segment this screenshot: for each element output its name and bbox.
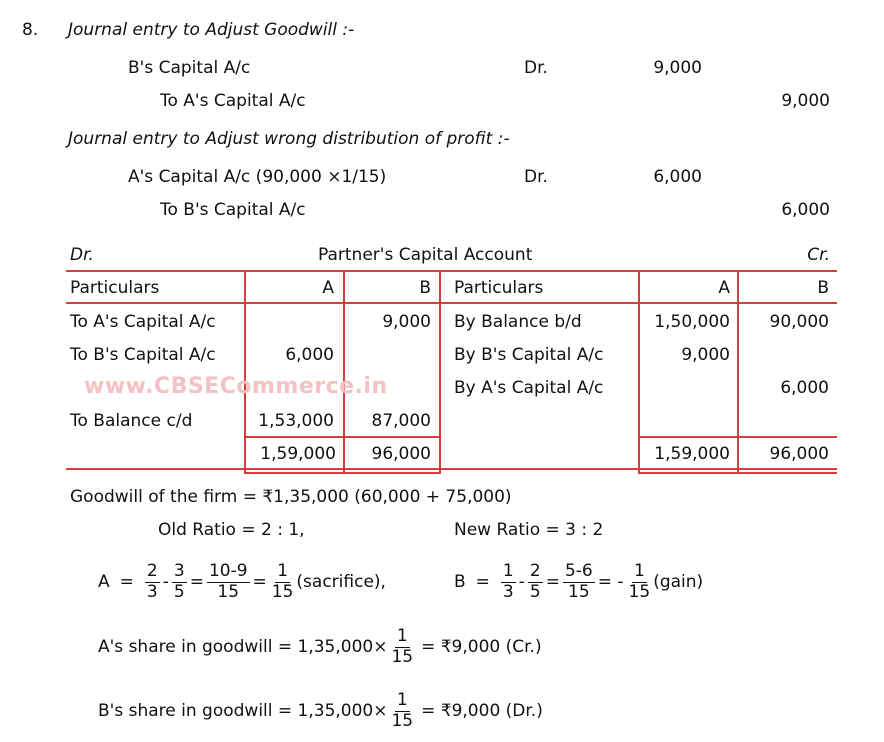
journal2-credit-account: To B's Capital A/c — [160, 200, 306, 220]
a-calc-eq3: = — [252, 572, 267, 592]
new-ratio: New Ratio = 3 : 2 — [454, 520, 604, 540]
a-calc-eq: = — [119, 572, 134, 592]
question-number: 8. — [22, 20, 39, 40]
journal1-credit-account: To A's Capital A/c — [160, 91, 306, 111]
a-calc-minus: - — [162, 572, 169, 592]
journal1-dr: Dr. — [524, 58, 548, 78]
ledger-debit-total-a: 1,59,000 — [260, 444, 336, 464]
a-calc-label: A — [98, 572, 110, 592]
a-share-result: = ₹9,000 (Cr.) — [421, 637, 542, 657]
b-calc-eq2: = — [545, 572, 560, 592]
b-calc-eq3: = - — [597, 572, 624, 592]
ledger-header-a-dr: A — [322, 278, 334, 298]
a-calc-result: (sacrifice), — [296, 572, 386, 592]
ledger-debit-total-b: 96,000 — [371, 444, 431, 464]
ledger-header-rule — [66, 302, 837, 304]
journal2-credit-amount: 6,000 — [781, 200, 830, 220]
ledger-credit-row-2-a: 9,000 — [681, 345, 730, 365]
a-share-text: A's share in goodwill = 1,35,000× — [98, 637, 388, 657]
a-calculation — [98, 556, 386, 608]
b-calc-label: B — [454, 572, 466, 592]
ledger-credit-row-3-particulars: By A's Capital A/c — [454, 378, 604, 398]
b-share-text: B's share in goodwill = 1,35,000× — [98, 701, 388, 721]
ledger-top-rule — [66, 270, 837, 272]
watermark: www.CBSECommerce.in — [84, 374, 388, 399]
b-frac-3: $\frac{5-6}{15}$ — [564, 560, 593, 602]
ledger-credit-row-3-b: 6,000 — [780, 378, 829, 398]
ledger-header-particulars-dr: Particulars — [70, 278, 160, 298]
ledger-debit-row-2-a: 6,000 — [285, 345, 334, 365]
journal1-debit-amount: 9,000 — [653, 58, 702, 78]
ledger-credit-row-2-particulars: By B's Capital A/c — [454, 345, 604, 365]
ledger-header-b-dr: B — [419, 278, 431, 298]
journal2-heading: Journal entry to Adjust wrong distribution of profit :- — [68, 129, 510, 149]
b-frac-1: $\frac{1}{3}$ — [502, 560, 514, 602]
b-share-line — [98, 686, 543, 736]
b-calc-eq: = — [475, 572, 490, 592]
ledger-credit-total-a: 1,59,000 — [654, 444, 730, 464]
ledger-dr-label: Dr. — [70, 245, 94, 265]
b-calc-result: (gain) — [653, 572, 704, 592]
a-frac-4: $\frac{1}{15}$ — [271, 560, 294, 602]
b-share-result: = ₹9,000 (Dr.) — [421, 701, 543, 721]
ledger-header-particulars-cr: Particulars — [454, 278, 544, 298]
a-share-frac: $\frac{1}{15}$ — [391, 625, 414, 667]
a-calc-eq2: = — [189, 572, 204, 592]
ledger-debit-row-1-particulars: To A's Capital A/c — [70, 312, 216, 332]
b-share-frac: $\frac{1}{15}$ — [391, 689, 414, 731]
ledger-title: Partner's Capital Account — [318, 245, 533, 265]
journal1-debit-account: B's Capital A/c — [128, 58, 251, 78]
b-calculation — [454, 556, 703, 608]
ledger-debit-row-3-a: 1,53,000 — [258, 411, 334, 431]
a-frac-2: $\frac{3}{5}$ — [173, 560, 185, 602]
b-frac-4: $\frac{1}{15}$ — [628, 560, 651, 602]
a-frac-3: $\frac{10-9}{15}$ — [208, 560, 248, 602]
b-frac-2: $\frac{2}{5}$ — [529, 560, 541, 602]
ledger-debit-row-2-particulars: To B's Capital A/c — [70, 345, 216, 365]
ledger-credit-row-1-particulars: By Balance b/d — [454, 312, 582, 332]
partners-capital-account-table — [66, 270, 837, 474]
ledger-credit-row-1-b: 90,000 — [769, 312, 829, 332]
journal1-credit-amount: 9,000 — [781, 91, 830, 111]
journal2-debit-amount: 6,000 — [653, 167, 702, 187]
ledger-header-a-cr: A — [718, 278, 730, 298]
ledger-debit-row-1-b: 9,000 — [382, 312, 431, 332]
ledger-credit-total-b: 96,000 — [769, 444, 829, 464]
goodwill-line: Goodwill of the firm = ₹1,35,000 (60,000 + 75,000) — [70, 487, 512, 507]
b-calc-minus: - — [518, 572, 525, 592]
journal2-debit-account: A's Capital A/c (90,000 ×1/15) — [128, 167, 387, 187]
old-ratio: Old Ratio = 2 : 1, — [158, 520, 305, 540]
ledger-bottom-rule-1 — [66, 468, 837, 470]
a-share-line — [98, 622, 542, 672]
journal2-dr: Dr. — [524, 167, 548, 187]
ledger-debit-row-3-b: 87,000 — [371, 411, 431, 431]
ledger-header-b-cr: B — [817, 278, 829, 298]
ledger-vline-3 — [439, 270, 441, 474]
ledger-cr-label: Cr. — [807, 245, 830, 265]
ledger-debit-row-3-particulars: To Balance c/d — [70, 411, 193, 431]
journal1-heading: Journal entry to Adjust Goodwill :- — [68, 20, 355, 40]
ledger-credit-row-1-a: 1,50,000 — [654, 312, 730, 332]
a-frac-1: $\frac{2}{3}$ — [146, 560, 158, 602]
